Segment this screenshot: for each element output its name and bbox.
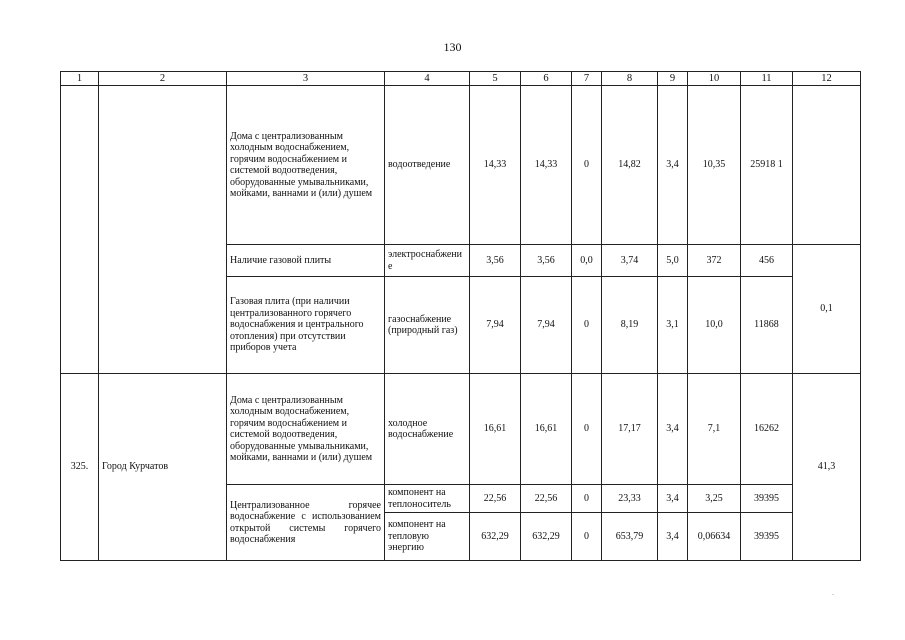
service-cell: водоотведение: [385, 86, 470, 245]
value-cell: 0,06634: [688, 513, 741, 561]
tariff-table: [60, 71, 861, 561]
value-cell: 3,1: [658, 277, 688, 374]
value-cell: 5,0: [658, 245, 688, 277]
value-cell: [793, 86, 861, 245]
column-header: 10: [688, 72, 741, 86]
value-cell: 10,0: [688, 277, 741, 374]
value-cell: 3,56: [521, 245, 572, 277]
column-header: 9: [658, 72, 688, 86]
value-cell: 0: [572, 86, 602, 245]
value-cell: 0: [572, 277, 602, 374]
value-cell: 39395: [741, 485, 793, 513]
column-header: 8: [602, 72, 658, 86]
value-cell: 3,56: [470, 245, 521, 277]
column-header: 2: [99, 72, 227, 86]
value-cell: 0: [572, 485, 602, 513]
column-header: 1: [61, 72, 99, 86]
value-cell: 11868: [741, 277, 793, 374]
column-header: 6: [521, 72, 572, 86]
value-cell: 0: [572, 374, 602, 485]
value-cell: 456: [741, 245, 793, 277]
value-cell: 23,33: [602, 485, 658, 513]
service-cell: компонент на тепловую энергию: [385, 513, 470, 561]
column-header: 3: [227, 72, 385, 86]
table-row: [61, 86, 861, 245]
description-cell: Централизованное горячее водоснабжение с использованием открытой системы горячего водоснабжения: [227, 485, 385, 561]
entry-number: 325.: [61, 374, 99, 561]
page-number: 130: [443, 40, 462, 54]
value-cell: 3,25: [688, 485, 741, 513]
value-cell: 372: [688, 245, 741, 277]
table-row: [61, 374, 861, 485]
description-cell: Газовая плита (при наличии централизованного горячего водоснабжения и центрального отопления) при отсутствии приборов учета: [227, 277, 385, 374]
value-cell: 3,4: [658, 86, 688, 245]
column-header: 11: [741, 72, 793, 86]
value-cell: 632,29: [521, 513, 572, 561]
service-cell: газоснабжение (природный газ): [385, 277, 470, 374]
value-cell: 7,94: [521, 277, 572, 374]
value-cell: 16,61: [521, 374, 572, 485]
value-cell: 3,4: [658, 485, 688, 513]
value-cell: 14,33: [470, 86, 521, 245]
value-cell: 0: [572, 513, 602, 561]
entry-number-cell: [61, 86, 99, 374]
value-cell: 0,0: [572, 245, 602, 277]
value-cell: 14,82: [602, 86, 658, 245]
group-value-cell: 0,1: [793, 245, 861, 374]
value-cell: 3,4: [658, 513, 688, 561]
value-cell: 16,61: [470, 374, 521, 485]
description-cell: Дома с централизованным холодным водоснабжением, горячим водоснабжением и системой водоотведения, оборудованные умывальниками, мойками, ваннами и (или) душем: [227, 374, 385, 485]
service-cell: компонент на теплоноситель: [385, 485, 470, 513]
stray-mark: .: [832, 588, 834, 597]
value-cell: 653,79: [602, 513, 658, 561]
group-value-cell: 41,3: [793, 374, 861, 561]
value-cell: 632,29: [470, 513, 521, 561]
value-cell: 22,56: [470, 485, 521, 513]
entry-name-cell: [99, 86, 227, 374]
value-cell: 14,33: [521, 86, 572, 245]
service-cell: холодное водоснабжение: [385, 374, 470, 485]
value-cell: 25918 1: [741, 86, 793, 245]
entry-name: Город Курчатов: [99, 374, 227, 561]
value-cell: 16262: [741, 374, 793, 485]
value-cell: 39395: [741, 513, 793, 561]
description-cell: Наличие газовой плиты: [227, 245, 385, 277]
column-header: 12: [793, 72, 861, 86]
service-cell: электроснабжение: [385, 245, 470, 277]
description-cell: Дома с централизованным холодным водоснабжением, горячим водоснабжением и системой водоотведения, оборудованные умывальниками, мойками, ваннами и (или) душем: [227, 86, 385, 245]
header-row: [61, 72, 861, 86]
value-cell: 3,74: [602, 245, 658, 277]
value-cell: 8,19: [602, 277, 658, 374]
value-cell: 17,17: [602, 374, 658, 485]
value-cell: 7,1: [688, 374, 741, 485]
value-cell: 7,94: [470, 277, 521, 374]
column-header: 5: [470, 72, 521, 86]
column-header: 7: [572, 72, 602, 86]
value-cell: 3,4: [658, 374, 688, 485]
value-cell: 10,35: [688, 86, 741, 245]
value-cell: 22,56: [521, 485, 572, 513]
column-header: 4: [385, 72, 470, 86]
